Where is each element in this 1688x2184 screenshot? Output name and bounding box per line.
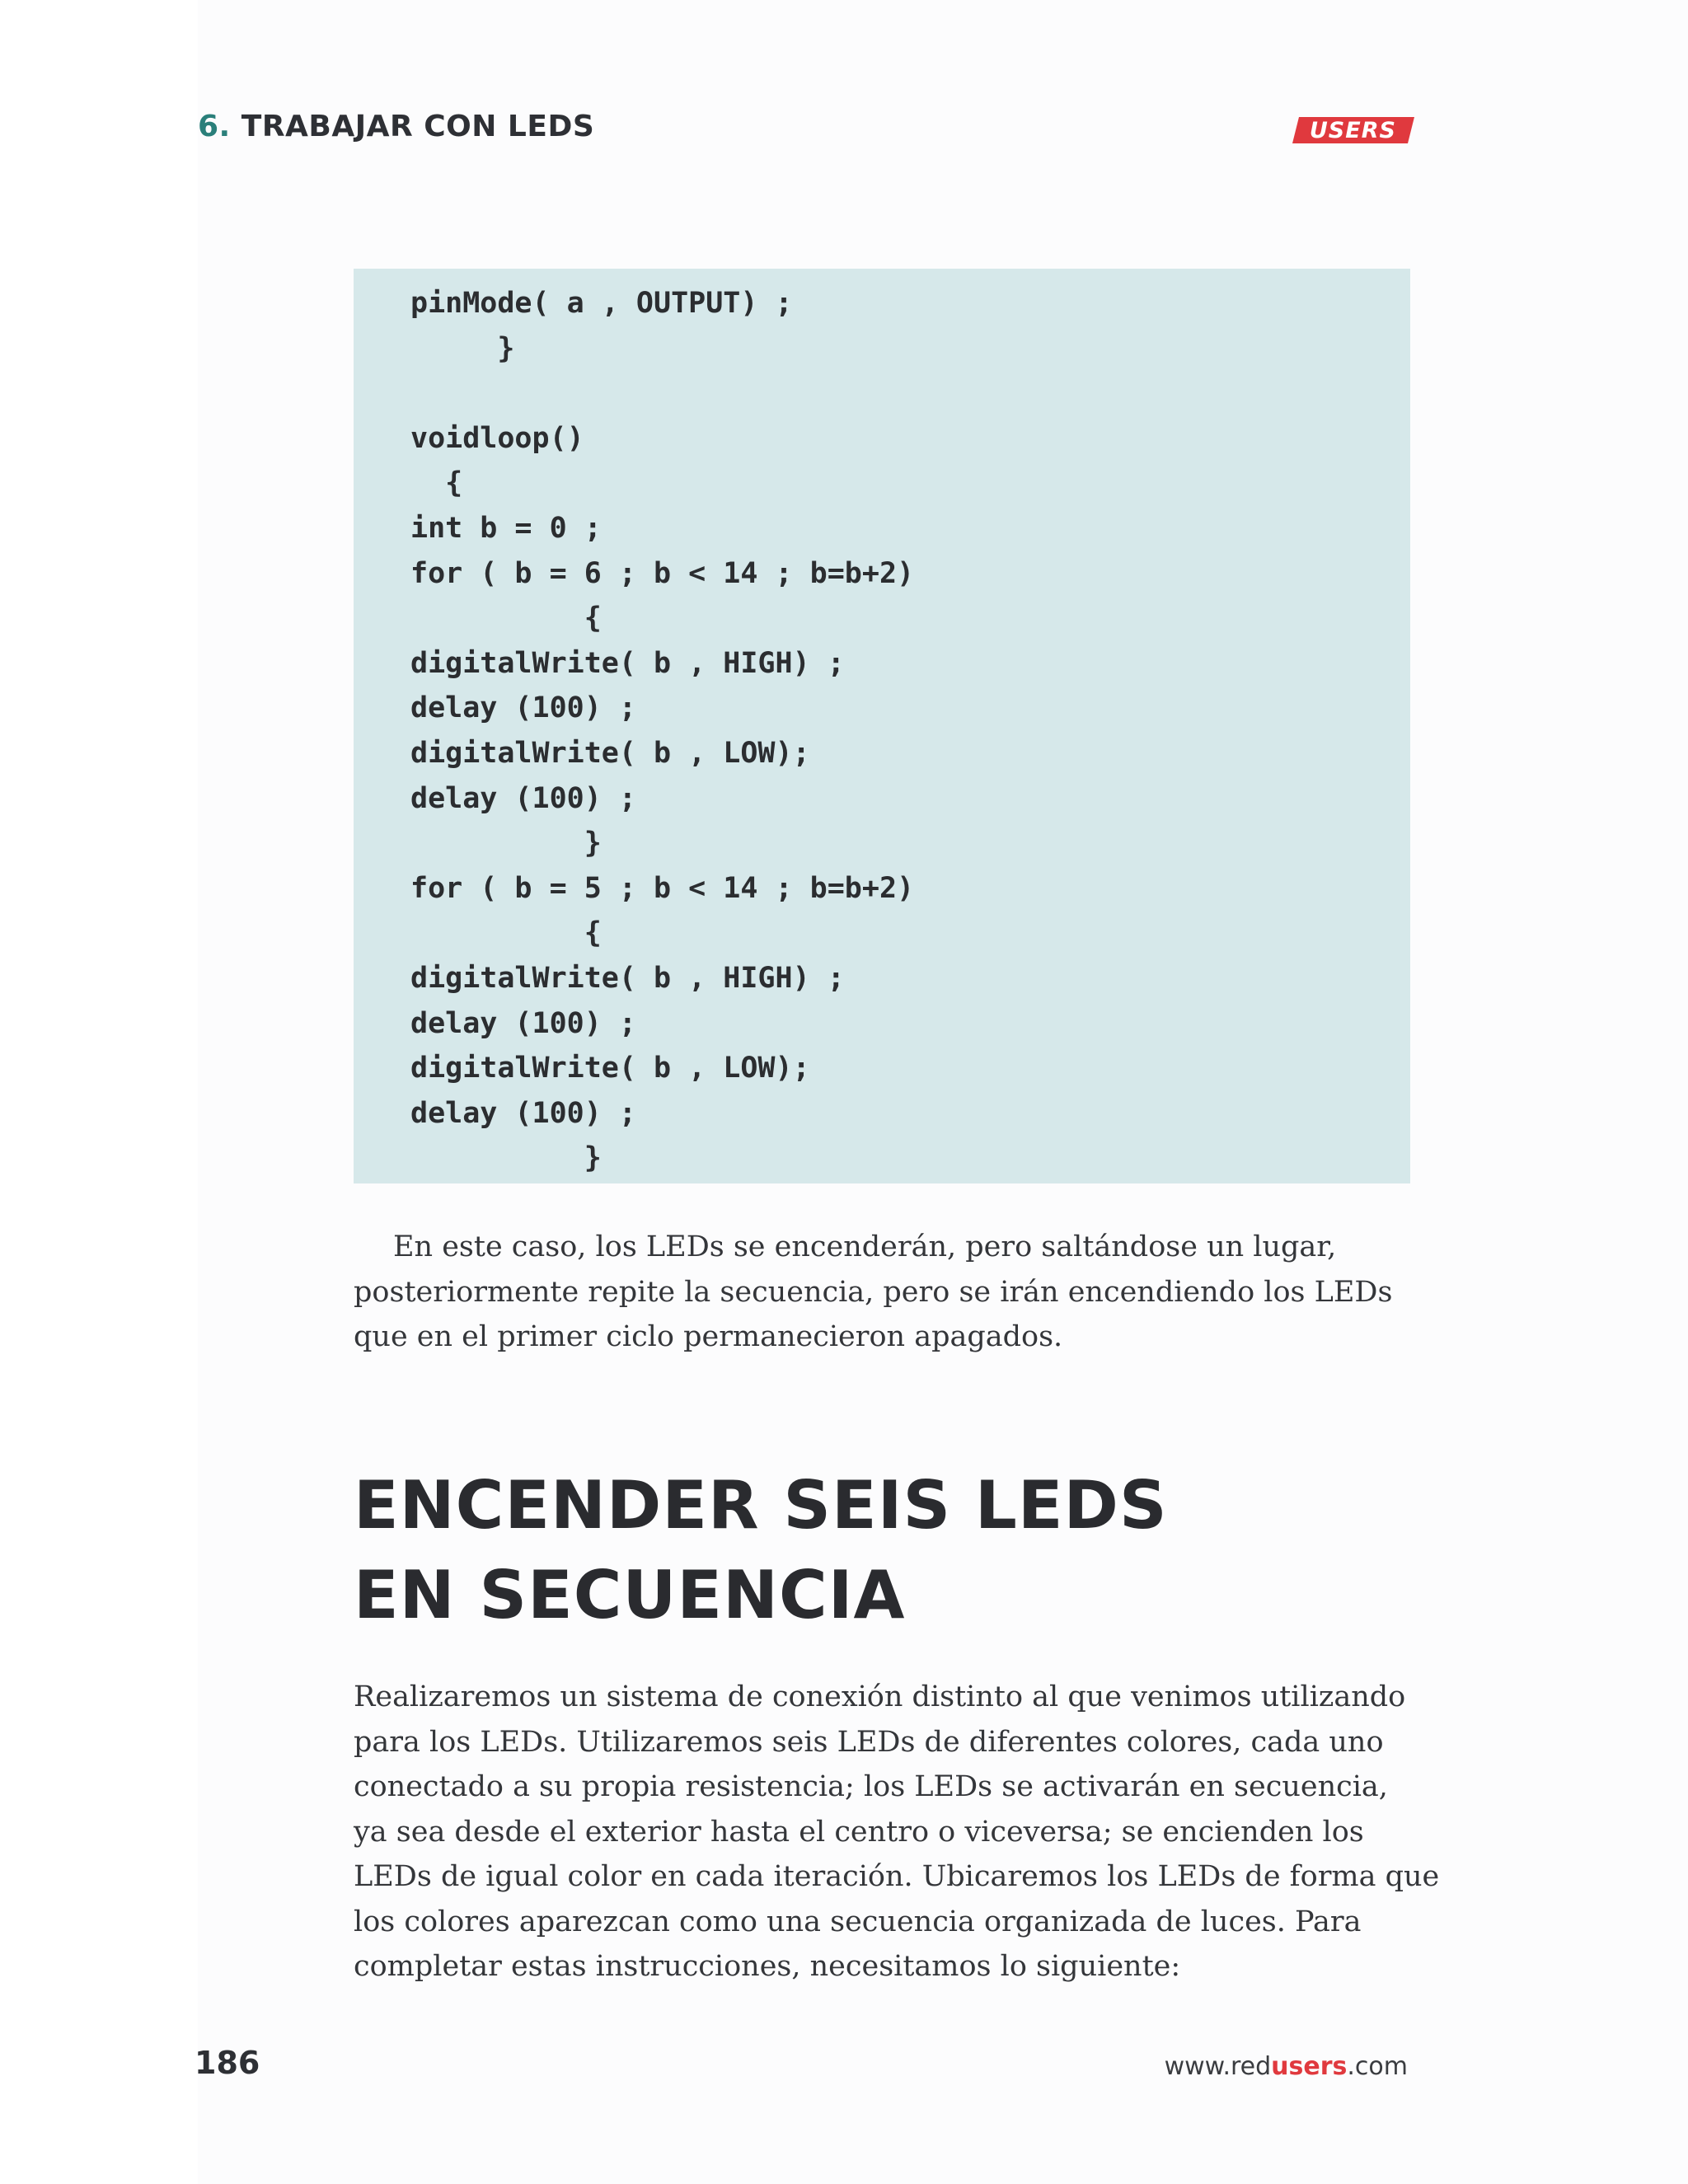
code-line: digitalWrite( b , LOW); [410, 1052, 810, 1085]
code-line: digitalWrite( b , HIGH) ; [410, 646, 845, 680]
code-line: } [410, 827, 602, 860]
code-line: } [410, 1141, 602, 1175]
code-line: delay (100) ; [410, 1006, 636, 1040]
paragraph-line: los colores aparezcan como una secuencia organizada de luces. Para [354, 1905, 1362, 1938]
site-accent: users [1271, 2052, 1348, 2081]
paragraph-line: ya sea desde el exterior hasta el centro o viceversa; se encienden los [354, 1815, 1364, 1849]
code-line: pinMode( a , OUTPUT) ; [410, 287, 793, 320]
code-line: int b = 0 ; [410, 511, 602, 545]
paragraph-line: posteriormente repite la secuencia, pero se irán encendiendo los LEDs [354, 1275, 1393, 1309]
section-heading [354, 1460, 1168, 1640]
chapter-number: 6. [198, 110, 231, 143]
explanation-paragraph [354, 1225, 1417, 1360]
code-line: digitalWrite( b , HIGH) ; [410, 961, 845, 995]
code-line: delay (100) ; [410, 1096, 636, 1130]
code-line: for ( b = 5 ; b < 14 ; b=b+2) [410, 871, 915, 905]
heading-line: ENCENDER SEIS LEDS [354, 1467, 1168, 1544]
chapter-title: TRABAJAR CON LEDS [241, 110, 595, 143]
paragraph-line: LEDs de igual color en cada iteración. Ubicaremos los LEDs de forma que [354, 1860, 1440, 1893]
code-line: } [410, 331, 515, 365]
code-line: for ( b = 6 ; b < 14 ; b=b+2) [410, 556, 915, 590]
paragraph-line: Realizaremos un sistema de conexión distinto al que venimos utilizando [354, 1680, 1406, 1713]
code-line: delay (100) ; [410, 781, 636, 815]
running-header [198, 110, 594, 143]
site-url[interactable] [1165, 2052, 1408, 2081]
intro-paragraph [354, 1675, 1440, 1990]
code-block [354, 269, 1410, 1183]
paragraph-line: conectado a su propia resistencia; los LEDs se activarán en secuencia, [354, 1770, 1388, 1803]
users-logo [1292, 117, 1414, 143]
code-line: { [410, 466, 463, 500]
code-line: delay (100) ; [410, 691, 636, 725]
site-prefix: www.red [1164, 2052, 1272, 2081]
heading-line: EN SECUENCIA [354, 1557, 906, 1633]
code-line: { [410, 602, 602, 635]
site-suffix: .com [1347, 2052, 1408, 2081]
code-line: voidloop() [410, 421, 584, 455]
paragraph-line: que en el primer ciclo permanecieron apagados. [354, 1320, 1063, 1353]
paragraph-line: para los LEDs. Utilizaremos seis LEDs de diferentes colores, cada uno [354, 1725, 1384, 1759]
paragraph-line: En este caso, los LEDs se encenderán, pero saltándose un lugar, [393, 1230, 1337, 1263]
paragraph-line: completar estas instrucciones, necesitamos lo siguiente: [354, 1950, 1181, 1983]
code-line: digitalWrite( b , LOW); [410, 736, 810, 770]
page-number: 186 [195, 2045, 260, 2081]
code-line: { [410, 916, 602, 950]
logo-text: USERS [1310, 117, 1397, 143]
code-line [410, 371, 1410, 416]
